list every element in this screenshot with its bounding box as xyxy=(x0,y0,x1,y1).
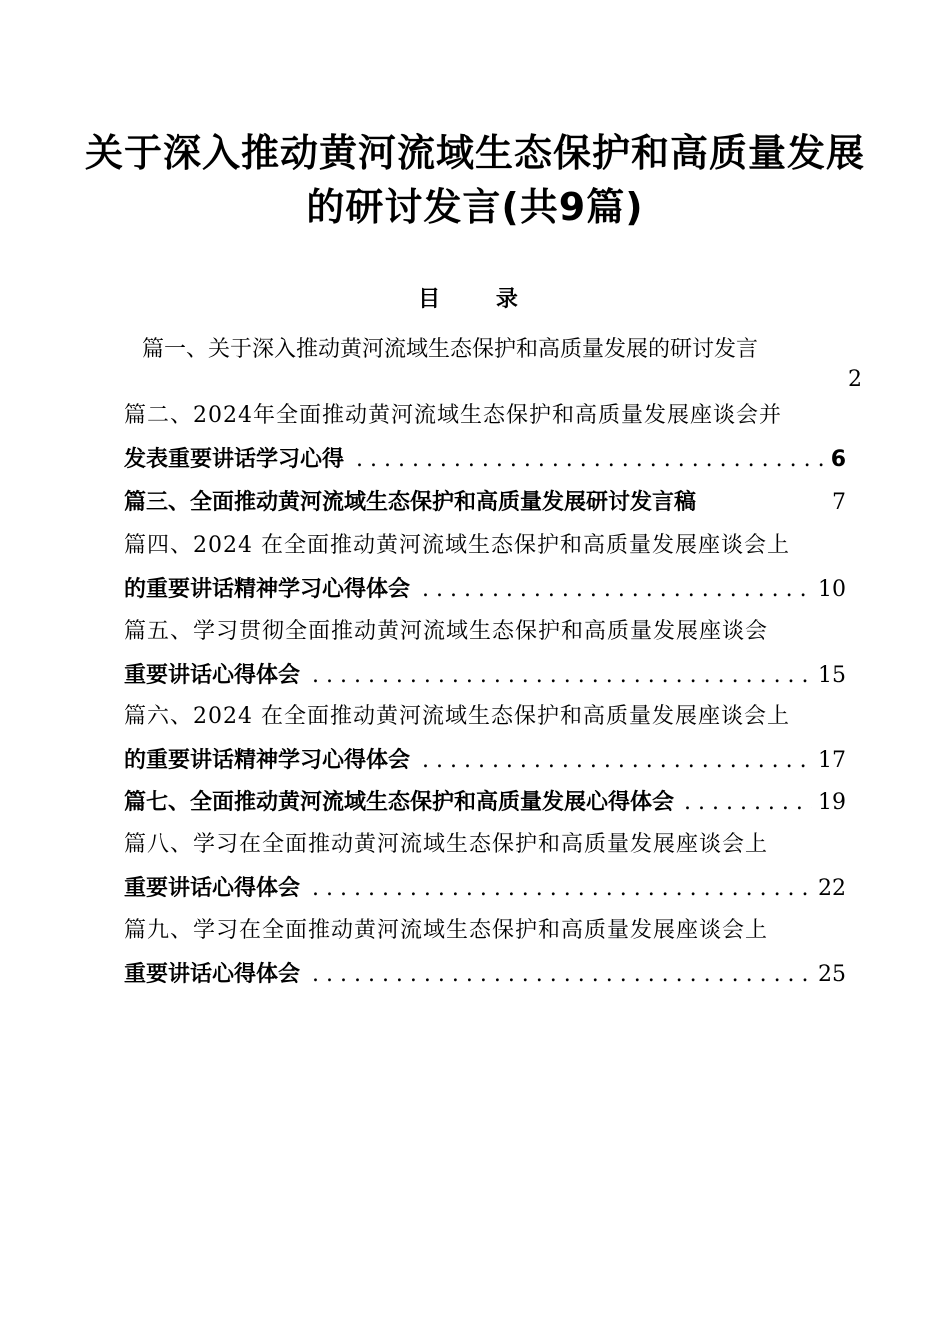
toc-entry-1-page: 2 xyxy=(848,367,862,392)
toc-entry-6-title-line-1[interactable]: 篇六、2024 在全面推动黄河流域生态保护和高质量发展座谈会上 xyxy=(124,704,790,729)
toc-entry-5[interactable] xyxy=(124,617,846,691)
toc-entry-9-leader-dots xyxy=(312,960,812,990)
toc-entry-9-title-line-1[interactable]: 篇九、学习在全面推动黄河流域生态保护和高质量发展座谈会上 xyxy=(124,918,769,943)
toc-entry-2-leader-dots xyxy=(356,445,825,475)
toc-entry-2-title-line-1[interactable]: 篇二、2024年全面推动黄河流域生态保护和高质量发展座谈会并 xyxy=(124,403,782,428)
toc-entry-3[interactable] xyxy=(124,488,846,518)
toc-entry-5-title-line-1[interactable]: 篇五、学习贯彻全面推动黄河流域生态保护和高质量发展座谈会 xyxy=(124,619,769,644)
toc-entry-7-leader-dots xyxy=(684,788,812,818)
toc-entry-7-page: 19 xyxy=(818,790,846,815)
toc-entry-5-title-line-2[interactable]: 重要讲话心得体会 xyxy=(124,663,301,688)
toc-entry-8-page: 22 xyxy=(818,876,846,901)
toc-entry-8[interactable] xyxy=(124,830,846,904)
toc-entry-6-page: 17 xyxy=(818,748,846,773)
toc-entry-7-title[interactable]: 篇七、全面推动黄河流域生态保护和高质量发展心得体会 xyxy=(124,790,675,815)
toc-entry-6[interactable] xyxy=(124,702,846,776)
toc-entry-9-page: 25 xyxy=(818,962,846,987)
toc-entry-6-title-line-2[interactable]: 的重要讲话精神学习心得体会 xyxy=(124,748,411,773)
document-title-line-2: 的研讨发言(共9篇) xyxy=(306,185,644,229)
toc-entry-8-leader-dots xyxy=(312,874,812,904)
toc-entry-1[interactable] xyxy=(142,335,862,395)
toc-heading: 目 录 xyxy=(418,287,542,312)
toc-entry-4-page: 10 xyxy=(818,577,846,602)
toc-entry-4-title-line-2[interactable]: 的重要讲话精神学习心得体会 xyxy=(124,577,411,602)
toc-entry-3-page: 7 xyxy=(832,490,846,515)
toc-entry-1-title[interactable]: 篇一、关于深入推动黄河流域生态保护和高质量发展的研讨发言 xyxy=(142,337,759,362)
toc-entry-3-title[interactable]: 篇三、全面推动黄河流域生态保护和高质量发展研讨发言稿 xyxy=(124,490,697,515)
toc-entry-4[interactable] xyxy=(124,531,846,605)
toc-entry-8-title-line-1[interactable]: 篇八、学习在全面推动黄河流域生态保护和高质量发展座谈会上 xyxy=(124,832,769,857)
toc-entry-7[interactable] xyxy=(124,788,846,818)
toc-entry-2-page: 6 xyxy=(830,447,846,472)
toc-entry-9[interactable] xyxy=(124,916,846,990)
toc-entry-8-title-line-2[interactable]: 重要讲话心得体会 xyxy=(124,876,301,901)
toc-entry-4-leader-dots xyxy=(422,575,812,605)
toc-entry-5-page: 15 xyxy=(818,663,846,688)
toc-entry-2-title-line-2[interactable]: 发表重要讲话学习心得 xyxy=(124,447,345,472)
toc-entry-4-title-line-1[interactable]: 篇四、2024 在全面推动黄河流域生态保护和高质量发展座谈会上 xyxy=(124,533,790,558)
toc-entry-5-leader-dots xyxy=(312,661,812,691)
toc-entry-9-title-line-2[interactable]: 重要讲话心得体会 xyxy=(124,962,301,987)
toc-entry-2[interactable] xyxy=(124,401,846,475)
toc-entry-6-leader-dots xyxy=(422,746,812,776)
document-title-line-1: 关于深入推动黄河流域生态保护和高质量发展 xyxy=(84,131,865,175)
